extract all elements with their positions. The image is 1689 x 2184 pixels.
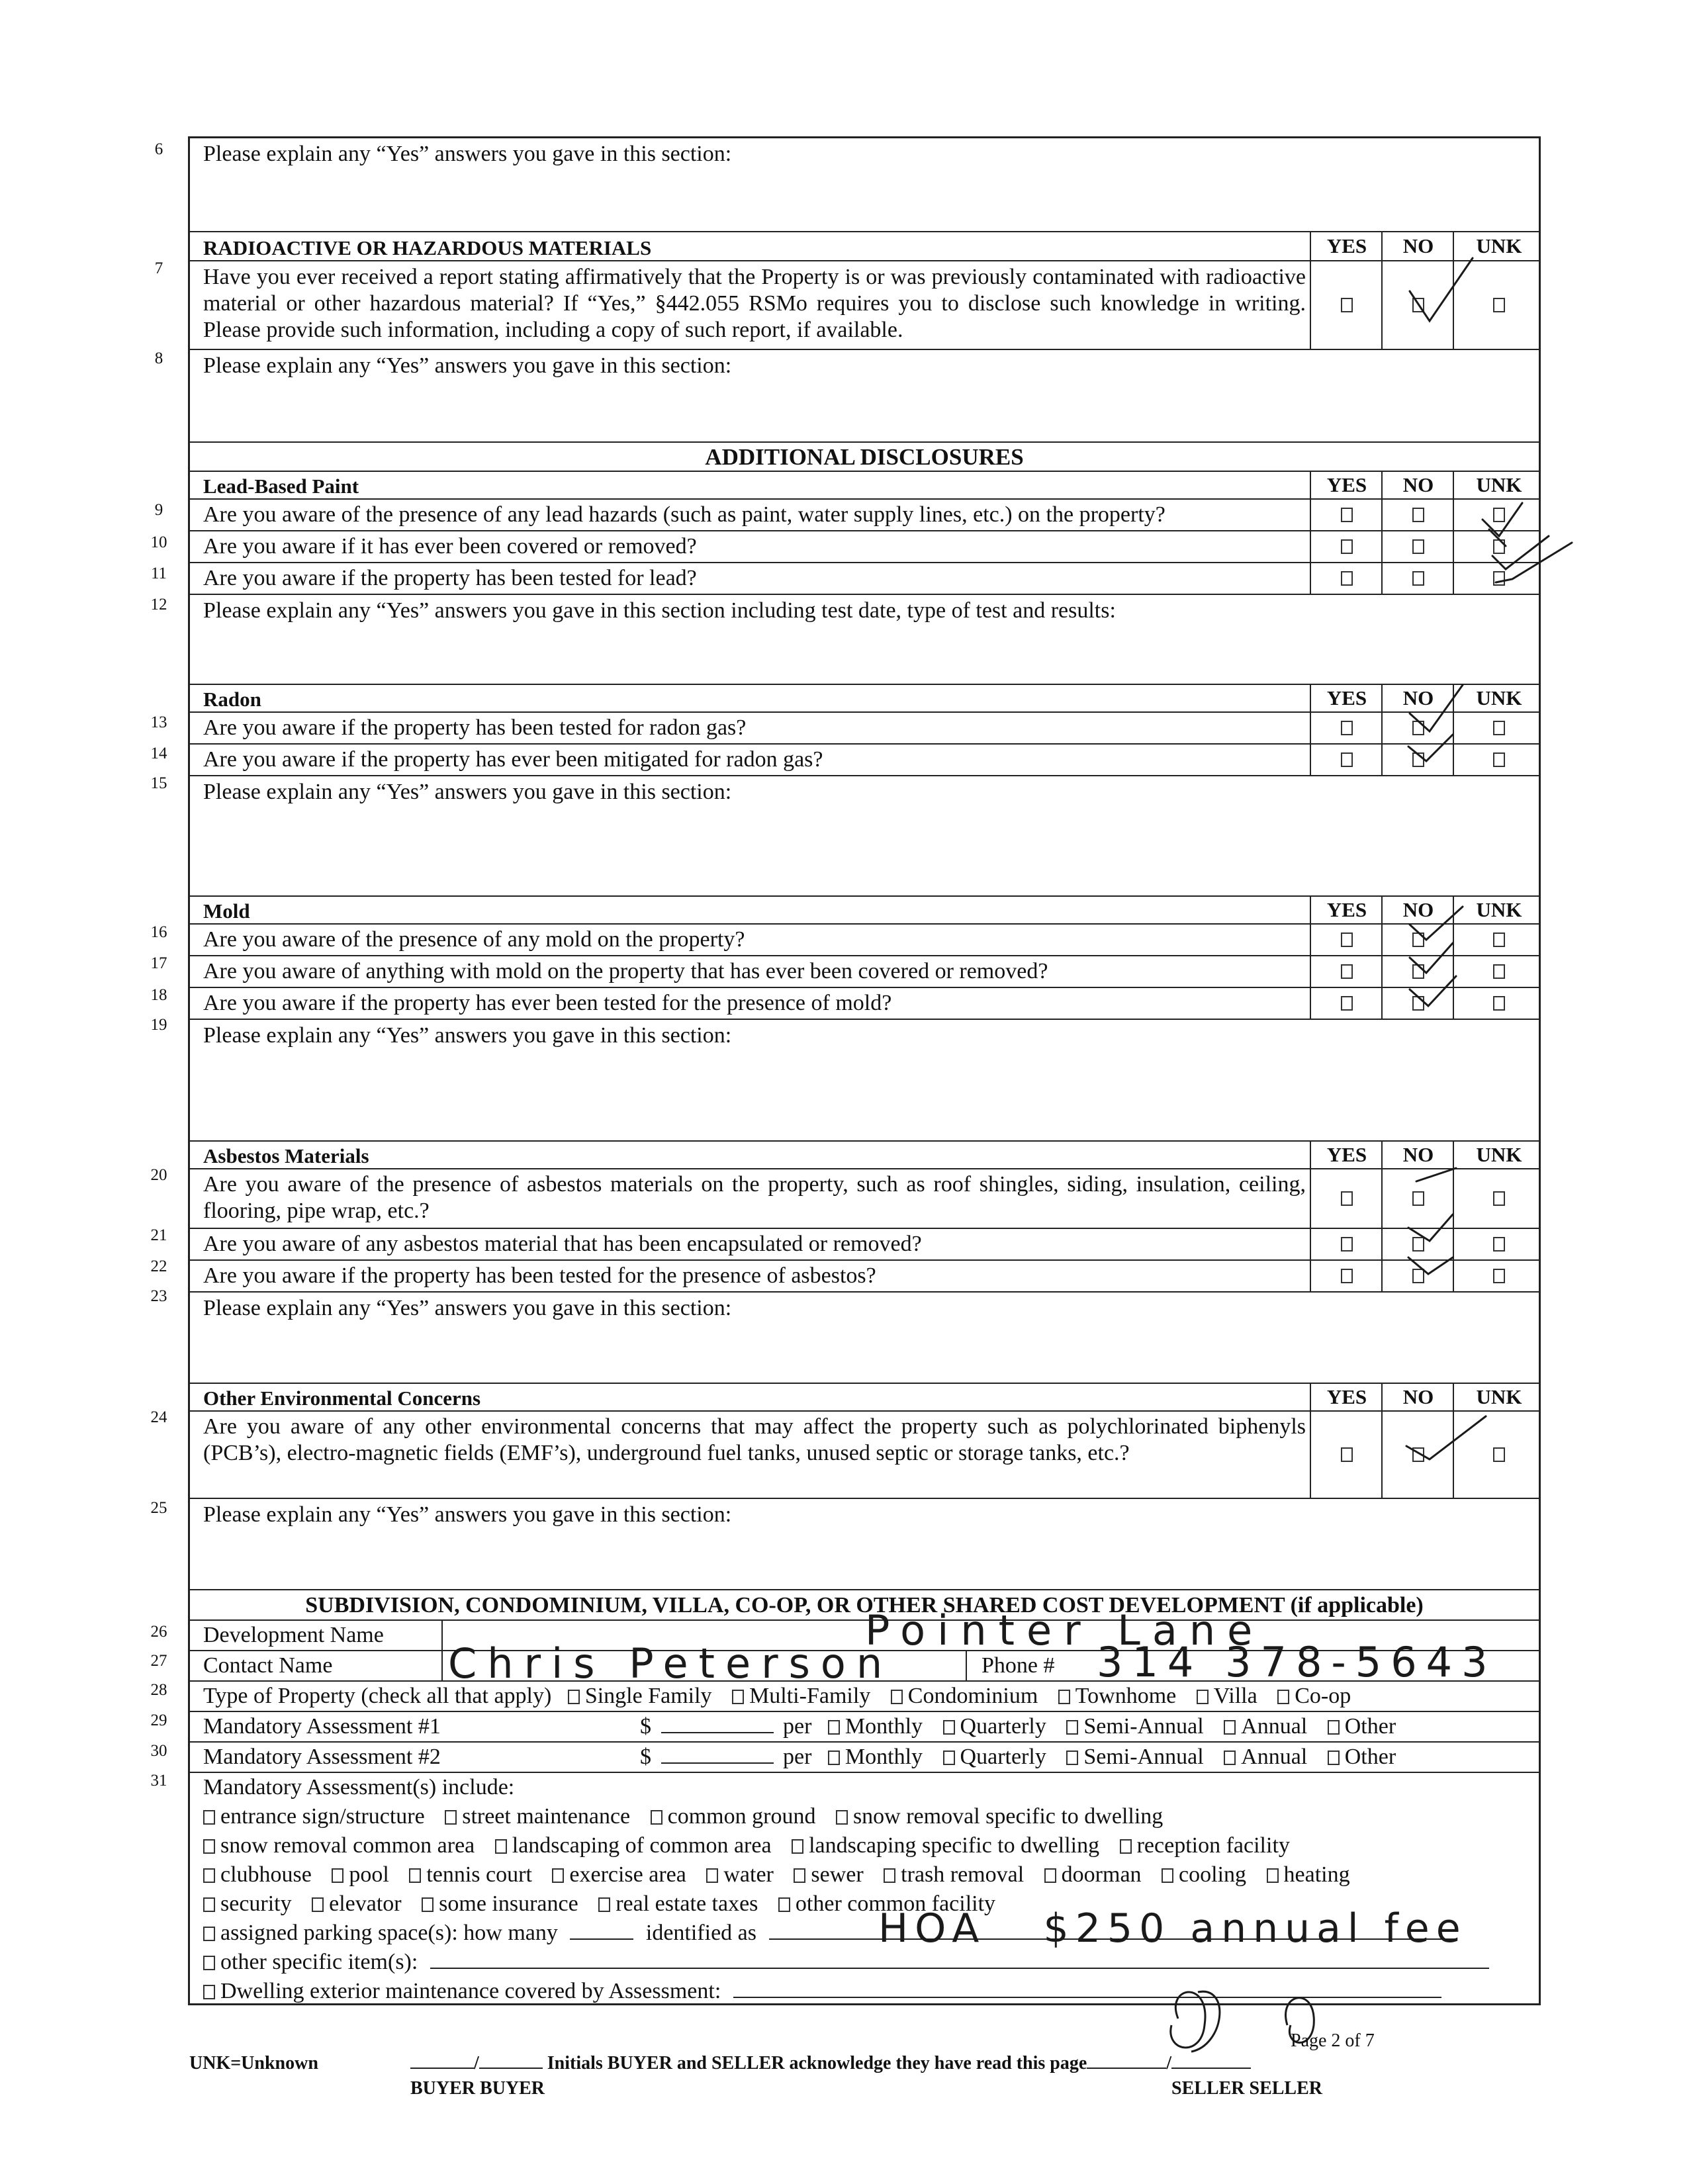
question-text: Are you aware of the presence of asbestos materials on the property, such as roof shingles, siding, insulation, ceiling, flooring, pipe wrap, etc.? (203, 1172, 1306, 1223)
section-heading: Other Environmental Concerns (203, 1387, 481, 1410)
col-no-header: NO (1381, 1142, 1454, 1168)
type-option: Villa (1213, 1684, 1257, 1708)
include-option: elevator (329, 1891, 402, 1916)
section-heading: RADIOACTIVE OR HAZARDOUS MATERIALS (203, 236, 652, 259)
include-option: entrance sign/structure (220, 1804, 425, 1829)
per-label: per (783, 1745, 812, 1769)
freq-option: Other (1344, 1745, 1396, 1769)
line-number: 12 (150, 596, 167, 614)
explain-label: Please explain any “Yes” answers you gave in this section including test date, type of test and results: (203, 598, 1116, 623)
property-type-label: Type of Property (check all that apply) (203, 1684, 552, 1708)
checkmark (1416, 1168, 1456, 1181)
freq-option: Annual (1241, 1745, 1308, 1769)
freq-option: Annual (1241, 1714, 1308, 1739)
line-number: 21 (150, 1226, 167, 1244)
explain-label: Please explain any “Yes” answers you gave in this section: (203, 1296, 732, 1320)
include-option: landscaping specific to dwelling (809, 1833, 1100, 1858)
seller-initials-mark (1171, 1991, 1220, 2052)
include-option: exercise area (569, 1862, 686, 1887)
checkmark (1406, 1416, 1486, 1459)
line-number: 27 (150, 1652, 167, 1670)
freq-option: Semi-Annual (1083, 1714, 1204, 1739)
identified-as-label: identified as (645, 1921, 756, 1945)
explain-label: Please explain any “Yes” answers you gave in this section: (203, 353, 732, 378)
line-number: 10 (150, 533, 167, 551)
question-text: Have you ever received a report stating affirmatively that the Property is or was previously contaminated with radioactive material or other hazardous material? If “Yes,” §442.055 RSMo requires you to disclose such knowledge in writing. Please provide such information, including a copy of such report, if available. (203, 265, 1306, 342)
line-number: 15 (150, 774, 167, 792)
contact-name-label: Contact Name (203, 1653, 333, 1678)
col-unk-header: UNK (1453, 685, 1544, 711)
checkmark (1410, 976, 1456, 1006)
initials-line: / Initials BUYER and SELLER acknowledge they have read this page / (410, 2053, 1251, 2074)
type-option: Townhome (1075, 1684, 1177, 1708)
col-unk-header: UNK (1453, 472, 1544, 498)
section-heading: Lead-Based Paint (203, 475, 359, 498)
include-option: common ground (667, 1804, 816, 1829)
page-number: Page 2 of 7 (1291, 2030, 1375, 2051)
phone-label: Phone # (981, 1653, 1055, 1678)
checkmark (1410, 685, 1463, 731)
question-text: Are you aware if the property has been tested for lead? (203, 566, 697, 590)
seller-initials-2[interactable] (1171, 2068, 1251, 2069)
explain-label: Please explain any “Yes” answers you gave in this section: (203, 142, 732, 166)
section-title: SUBDIVISION, CONDOMINIUM, VILLA, CO-OP, OR OTHER SHARED COST DEVELOPMENT (if applicable) (305, 1593, 1424, 1617)
include-option: clubhouse (220, 1862, 312, 1887)
line-number: 9 (154, 501, 163, 519)
include-option: reception facility (1136, 1833, 1290, 1858)
type-option: Multi-Family (749, 1684, 871, 1708)
checkmark (1410, 907, 1463, 940)
freq-option: Quarterly (960, 1745, 1046, 1769)
parking-label: assigned parking space(s): how many (220, 1921, 558, 1945)
line-number: 31 (150, 1772, 167, 1790)
line-number: 8 (154, 349, 163, 367)
line-number: 17 (150, 954, 167, 972)
include-option: real estate taxes (616, 1891, 758, 1916)
freq-option: Quarterly (960, 1714, 1046, 1739)
include-option: water (723, 1862, 774, 1887)
col-unk-header: UNK (1453, 1142, 1544, 1168)
line-number: 26 (150, 1623, 167, 1641)
development-name-label: Development Name (203, 1623, 384, 1647)
question-text: Are you aware of anything with mold on the property that has ever been covered or removed? (203, 959, 1048, 983)
include-option: landscaping of common area (512, 1833, 772, 1858)
exterior-label: Dwelling exterior maintenance covered by Assessment: (220, 1979, 721, 2003)
col-yes-header: YES (1310, 472, 1383, 498)
question-text: Are you aware of the presence of any lead hazards (such as paint, water supply lines, etc.) on the property? (203, 502, 1165, 527)
checkmark (1410, 258, 1473, 321)
buyer-initials-1[interactable] (410, 2068, 474, 2069)
phone-value[interactable]: 314 378-5643 (1097, 1638, 1497, 1686)
freq-option: Monthly (844, 1745, 923, 1769)
col-no-header: NO (1381, 685, 1454, 711)
question-text: Are you aware if the property has ever been mitigated for radon gas? (203, 747, 823, 772)
col-unk-header: UNK (1453, 1384, 1544, 1410)
col-yes-header: YES (1310, 897, 1383, 923)
line-number: 20 (150, 1166, 167, 1184)
col-yes-header: YES (1310, 1384, 1383, 1410)
line-number: 19 (150, 1016, 167, 1034)
col-no-header: NO (1381, 232, 1454, 260)
col-no-header: NO (1381, 472, 1454, 498)
include-option: snow removal common area (220, 1833, 475, 1858)
type-option: Single Family (584, 1684, 712, 1708)
line-number: 24 (150, 1408, 167, 1426)
include-option: some insurance (439, 1891, 578, 1916)
buyer-labels: BUYER BUYER (410, 2078, 545, 2099)
question-text: Are you aware if the property has been tested for radon gas? (203, 715, 747, 740)
include-option: doorman (1061, 1862, 1142, 1887)
checkmark (1408, 735, 1453, 761)
includes-label: Mandatory Assessment(s) include: (203, 1775, 515, 1799)
include-option: sewer (811, 1862, 864, 1887)
line-number: 29 (150, 1711, 167, 1729)
col-no-header: NO (1381, 897, 1454, 923)
unk-legend: UNK=Unknown (189, 2053, 318, 2073)
include-option: pool (349, 1862, 389, 1887)
line-number: 16 (150, 923, 167, 941)
dollar-sign: $ (640, 1745, 651, 1769)
type-option: Condominium (907, 1684, 1038, 1708)
seller-labels: SELLER SELLER (1171, 2078, 1322, 2099)
line-number: 23 (150, 1287, 167, 1305)
question-text: Are you aware of any asbestos material that has been encapsulated or removed? (203, 1232, 922, 1256)
question-text: Are you aware of the presence of any mold on the property? (203, 927, 745, 952)
contact-name-value[interactable]: Chris Peterson (448, 1639, 893, 1688)
include-option: cooling (1179, 1862, 1247, 1887)
section-heading: Radon (203, 688, 261, 711)
explain-label: Please explain any “Yes” answers you gave in this section: (203, 1023, 732, 1048)
col-unk-header: UNK (1453, 897, 1544, 923)
line-number: 14 (150, 745, 167, 762)
freq-option: Semi-Annual (1083, 1745, 1204, 1769)
assessment-1-label: Mandatory Assessment #1 (203, 1714, 441, 1739)
checkmark (1483, 503, 1522, 546)
include-option: other common facility (795, 1891, 996, 1916)
question-text: Are you aware if it has ever been covered or removed? (203, 534, 697, 559)
assessment-2-label: Mandatory Assessment #2 (203, 1745, 441, 1769)
dollar-sign: $ (640, 1714, 651, 1739)
include-option: trash removal (901, 1862, 1025, 1887)
explain-label: Please explain any “Yes” answers you gave in this section: (203, 1502, 732, 1527)
include-option: street maintenance (462, 1804, 631, 1829)
include-option: heating (1283, 1862, 1350, 1887)
other-items-label: other specific item(s): (220, 1950, 418, 1974)
freq-option: Monthly (844, 1714, 923, 1739)
per-label: per (783, 1714, 812, 1739)
checkmark (1410, 943, 1453, 973)
type-option: Co-op (1295, 1684, 1351, 1708)
buyer-initials-2[interactable] (479, 2068, 543, 2069)
section-heading: Asbestos Materials (203, 1144, 369, 1167)
col-yes-header: YES (1310, 1142, 1383, 1168)
col-yes-header: YES (1310, 232, 1383, 260)
line-number: 28 (150, 1681, 167, 1699)
line-number: 22 (150, 1257, 167, 1275)
explain-label: Please explain any “Yes” answers you gave in this section: (203, 780, 732, 804)
include-option: security (220, 1891, 292, 1916)
section-heading: Mold (203, 899, 250, 923)
development-name-value[interactable]: Pointer Lane (865, 1606, 1265, 1655)
line-number: 7 (154, 259, 163, 277)
question-text: Are you aware if the property has ever been tested for the presence of mold? (203, 991, 892, 1015)
identified-as-value: HOA $250 annual fee (878, 1905, 1467, 1952)
col-no-header: NO (1381, 1384, 1454, 1410)
line-number: 13 (150, 713, 167, 731)
checkmark (1408, 1214, 1453, 1241)
seller-initials-1[interactable] (1087, 2068, 1166, 2069)
line-number: 25 (150, 1499, 167, 1517)
checkmark (1408, 1257, 1453, 1274)
line-number: 18 (150, 986, 167, 1004)
initials-text: Initials BUYER and SELLER acknowledge they have read this page (547, 2053, 1087, 2073)
line-number: 11 (150, 565, 167, 582)
col-yes-header: YES (1310, 685, 1383, 711)
line-number: 6 (154, 140, 163, 158)
section-title: ADDITIONAL DISCLOSURES (705, 444, 1024, 470)
col-unk-header: UNK (1453, 232, 1544, 260)
question-text: Are you aware of any other environmental concerns that may affect the property such as polychlorinated biphenyls (PCB’s), electro-magnetic fields (EMF’s), underground fuel tanks, unused septic or storage tanks, etc.? (203, 1414, 1306, 1465)
freq-option: Other (1344, 1714, 1396, 1739)
include-option: snow removal specific to dwelling (852, 1804, 1164, 1829)
line-number: 30 (150, 1742, 167, 1760)
question-text: Are you aware if the property has been tested for the presence of asbestos? (203, 1263, 876, 1288)
include-option: tennis court (426, 1862, 532, 1887)
